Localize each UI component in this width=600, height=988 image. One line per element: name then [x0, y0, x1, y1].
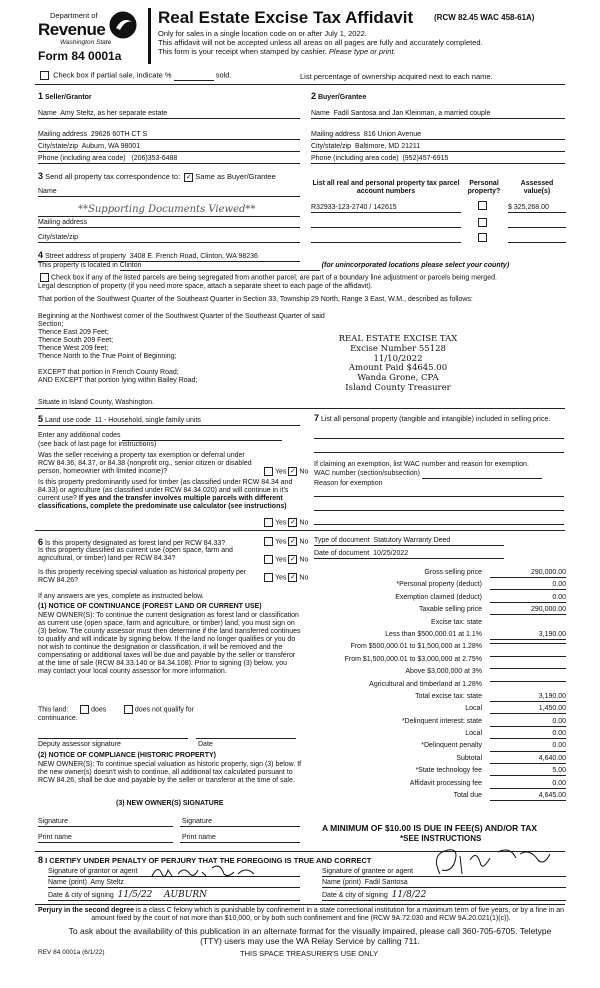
notice1-text: NEW OWNER(S): To continue the current designation as forest land or classification as current use (open space, farm and agriculture, or timber) land, you must sign on (3) below. The county assessor must then determine if the land transferred continues to qualify and will indicate by signing below. If the land no longer qualifies or you do not wish to continue the designation or classification, it will be removed and the compensating or additional taxes will be due and payable by the seller or transferor at the time of sale (RCW 84.33.140 or 84.34.108). Prior to signing (3) below, you may contact your local county assessor for more information. [38, 612, 301, 676]
tax-row [300, 741, 566, 753]
legal-label: Legal description of property (if you need more space, attach a separate sheet to each page of the affidavit). [38, 283, 373, 290]
tax-row [300, 766, 566, 778]
see-instructions: *SEE INSTRUCTIONS [400, 834, 482, 843]
does-checkbox[interactable] [80, 705, 89, 714]
tax-row-value[interactable]: 0.00 [490, 742, 566, 751]
grantor-date: 11/5/22 [117, 890, 153, 900]
deputy-date-label: Date [198, 741, 213, 748]
timber-yes-no: Yes ✓ No [262, 518, 308, 527]
tax-row-value[interactable]: 290,000.00 [490, 606, 566, 615]
tax-row [300, 779, 566, 791]
buyer-mail-value[interactable]: 816 Union Avenue [363, 131, 422, 138]
forest-q3-yes-no: Yes ✓ No [262, 573, 308, 582]
tax-row [300, 704, 566, 716]
if-yes: If any answers are yes, complete as instructed below. [38, 593, 204, 600]
buyer-mail-row: Mailing address 816 Union Avenue [311, 131, 565, 140]
parcel-col-header: List all real and personal property tax parcel account numbers [312, 180, 460, 196]
certify-title: 8 I CERTIFY UNDER PENALTY OF PERJURY THAT THE FOREGOING IS TRUE AND CORRECT [38, 855, 372, 865]
grantor-date-row: Date & city of signing 11/5/22 AUBURN [48, 890, 300, 901]
seller-mail-row: Mailing address 29626 60TH CT S [38, 131, 300, 140]
exemption-question: Was the seller receiving a property tax exemption or deferral under RCW 84.36, 84.37, or 84.38 (nonprofit org., senior citizen or disabled person, homeowner with limited income)? [38, 452, 252, 476]
tax-row-label: *Personal property (deduct) [396, 581, 482, 589]
personal-property-checkbox-1[interactable] [478, 201, 487, 210]
tax-row-value[interactable] [490, 656, 566, 657]
grantee-date-row: Date & city of signing 11/8/22 [322, 890, 566, 901]
parcel-number[interactable]: R32933-123-2740 / 142615 [311, 204, 397, 211]
doc-type-row: Type of document Statutory Warranty Deed [314, 537, 504, 546]
partial-sale-row: Check box if partial sale, indicate % sold. [38, 71, 232, 81]
forest-q3-no[interactable]: ✓ [289, 574, 296, 581]
ownership-note: List percentage of ownership acquired next to each name. [300, 72, 493, 81]
tax-row [300, 667, 566, 679]
tax-row-label: Affidavit processing fee [409, 779, 482, 787]
tax-row [300, 717, 566, 729]
tax-row-label: Excise tax: state [431, 618, 482, 626]
tax-row-value[interactable]: 0.00 [490, 594, 566, 603]
tax-row-label: Total due [453, 792, 482, 800]
personal-property-checkbox-2[interactable] [478, 218, 487, 227]
tax-row [300, 593, 566, 605]
personal-property-list: 7 List all personal property (tangible and intangible) included in selling price. [314, 413, 551, 423]
addl-codes: Enter any additional codes (see back of last page for instructions) [38, 432, 300, 449]
located-row: This property is located in Clinton (for unincorporated locations please select your county) [38, 262, 565, 271]
tax-row-value[interactable]: 1,450.00 [490, 705, 566, 714]
tax-row-value[interactable]: 4,645.00 [490, 792, 566, 801]
tax-row-label: Total excise tax: state [415, 692, 482, 700]
exemption-yes-checkbox[interactable] [264, 467, 273, 476]
header-note3: This form is your receipt when stamped by cashier. Please type or print. [158, 47, 396, 56]
tax-row-label: From $1,500,000.01 to $3,000,000 at 2.75% [344, 655, 482, 663]
timber-no-checkbox[interactable]: ✓ [289, 519, 296, 526]
correspondence-heading: 3 Send all property tax correspondence to: ✓ Same as Buyer/Grantee [38, 171, 276, 181]
grantee-sig-row: Signature of grantee or agent [322, 868, 566, 877]
legal-line: Beginning at the Northwest corner of the Southwest Quarter of the Southeast Quarter of said Section; [38, 313, 325, 329]
grantor-sig-row: Signature of grantor or agent [48, 868, 300, 877]
legal-line: EXCEPT that portion in French County Road; [38, 369, 179, 377]
tax-row-label: Above $3,000,000 at 3% [405, 668, 482, 676]
new-owner-sig-title: (3) NEW OWNER(S) SIGNATURE [116, 800, 224, 807]
header-note2: This affidavit will not be accepted unless all areas on all pages are fully and accurately completed. [158, 38, 483, 47]
tax-row-label: *Delinquent interest: state [401, 717, 482, 725]
minimum-fee: A MINIMUM OF $10.00 IS DUE IN FEE(S) AND/OR TAX [322, 823, 538, 833]
tax-row-value[interactable]: 3,190.00 [490, 693, 566, 702]
form-rcw: (RCW 82.45 WAC 458-61A) [434, 13, 535, 22]
dept-line3: Washington State [60, 39, 112, 46]
timber-question: Is this property predominantly used for timber (as classified under RCW 84.34 and 84.33) or agriculture (as classified under RCW 84.34.020) and will continue in it's current use? If yes and the transfer involves multiple parcels with different classifications, complete the predominate use calculator (see instructions) [38, 479, 293, 511]
legal-line: Thence East 209 Feet; [38, 329, 109, 337]
landuse-row: 5 Land use code 11 - Household, single family units [38, 414, 300, 426]
tax-row [300, 680, 566, 692]
forest-q2-yes[interactable] [264, 555, 273, 564]
street-value[interactable]: 3408 E. French Road, Clinton, WA 98236 [129, 253, 258, 260]
header-note1: Only for sales in a single location code on or after July 1, 2022. [158, 29, 367, 38]
dept-line2: Revenue [38, 20, 106, 39]
correspondence-name-row: Name [38, 188, 300, 197]
seller-heading: 1 Seller/Grantor [38, 91, 92, 101]
tax-row-label: Local [465, 730, 482, 738]
alt-format-note: To ask about the availability of this publication in an alternate format for the visually impaired, please call 360-705-6705. Teletype (TTY) users may use the WA Relay Service by calling 711. [68, 926, 552, 946]
tax-row [300, 791, 566, 803]
tax-row [300, 605, 566, 617]
seller-phone-value[interactable]: (206)353-6488 [131, 155, 178, 162]
exemption-yes-no: Yes ✓ No [262, 467, 308, 476]
perjury-note: Perjury in the second degree is a class C felony which is punishable by confinement in a state correctional institution for a maximum term of five years, or by a fine in an amount fixed by the court of not more than $10,000, or by both such confinement and fine (RCW 9A.72.030 and RCW 9A.20.021(1)(c)). [37, 907, 565, 923]
legal-line [38, 385, 328, 393]
grantor-city: AUBURN [164, 890, 207, 900]
tax-row [300, 568, 566, 580]
buyer-phone-value[interactable]: (952)457-6915 [402, 155, 449, 162]
deputy-label: Deputy assessor signature [38, 741, 121, 748]
tax-row [300, 642, 566, 654]
addl-codes-field[interactable] [122, 432, 282, 441]
partial-sale-checkbox[interactable] [40, 71, 49, 80]
tax-row-value[interactable]: 0.00 [490, 581, 566, 590]
doc-date-value[interactable]: 10/25/2022 [373, 550, 409, 557]
correspondence-mail-row: Mailing address [38, 219, 300, 228]
personal-property-checkbox-3[interactable] [478, 233, 487, 242]
wac-field[interactable] [422, 470, 542, 479]
buyer-name-value[interactable]: Fadil Santosa and Jan Kleinman, a married couple [333, 110, 491, 117]
continuance: continuance. [38, 715, 78, 722]
segregated-row: Check box if any of the listed parcels are being segregated from another parcel, are part of a boundary line adjustment or parcels being merged. [38, 273, 565, 282]
grantee-date: 11/8/22 [391, 890, 427, 900]
reason-row: Reason for exemption [314, 480, 383, 487]
legal-description [38, 313, 328, 408]
excise-stamp: REAL ESTATE EXCISE TAX Excise Number 55128 11/10/2022 Amount Paid $4645.00 Wanda Grone, CPA Island County Treasurer [338, 334, 458, 393]
grantee-name-row: Name (print) Fadil Santosa [322, 879, 566, 888]
tax-row-value[interactable]: 4,640.00 [490, 755, 566, 764]
assessed-value-1 [508, 204, 566, 213]
tax-row-value[interactable]: 0.00 [490, 730, 566, 739]
sig-label-1: Signature [38, 818, 68, 825]
legal-line: Thence South 209 Feet; [38, 337, 114, 345]
header-divider [148, 8, 151, 64]
notice1-title: (1) NOTICE OF CONTINUANCE (FOREST LAND OR CURRENT USE) [38, 603, 262, 610]
legal-line: Thence North to the True Point of Beginning; [38, 353, 177, 361]
forest-q3: Is this property receiving special valuation as historical property per RCW 84.26? [38, 569, 247, 585]
assessed-value[interactable]: $ 325,268.00 [508, 204, 549, 211]
tax-row-value[interactable]: 3,190.00 [490, 631, 566, 640]
located-value[interactable]: Clinton [120, 262, 320, 271]
tax-row-value[interactable]: 0.00 [490, 718, 566, 727]
partial-percent-field[interactable] [174, 71, 214, 81]
tax-row-label: Less than $500,000.01 at 1.1% [385, 630, 482, 638]
tax-row-label: Local [465, 705, 482, 713]
tax-row-label: *State technology fee [415, 767, 482, 775]
form-title: Real Estate Excise Tax Affidavit [158, 8, 414, 27]
tax-row-value[interactable]: 0.00 [490, 780, 566, 789]
forest-q2-yes-no: Yes ✓ No [262, 555, 308, 564]
seller-city-row: City/state/zip Auburn, WA 98001 [38, 143, 300, 152]
grantor-name[interactable]: Amy Steltz [90, 879, 124, 886]
legal-line: Thence West 209 feet; [38, 345, 109, 353]
tax-row [300, 630, 566, 642]
street-row: 4 Street address of property 3408 E. French Road, Clinton, WA 98236 [38, 250, 300, 262]
doc-date-row: Date of document 10/25/2022 [314, 550, 504, 559]
tax-row-value[interactable] [490, 681, 566, 682]
correspondence-city-row: City/state/zip [38, 234, 300, 243]
tax-row-label: From $500,000.01 to $1,500,000 at 1.28% [350, 643, 482, 651]
notice2-text: NEW OWNER(S): To continue special valuation as historic property, sign (3) below. If the new owner(s) doesn't wish to continue, all additional tax calculated pursuant to RCW 84.26, shall be due and payable by the seller or transferor at the time of sale. [38, 761, 302, 785]
forest-q1-yes[interactable] [264, 537, 273, 546]
forest-q1: 6 Is this property designated as forest land per RCW 84.33? [38, 537, 226, 547]
legal-line: Situate in Island County, Washington. [38, 399, 154, 407]
segregated-checkbox[interactable] [40, 273, 49, 282]
grantor-name-row: Name (print) Amy Steltz [48, 879, 300, 888]
forest-q2-no[interactable]: ✓ [289, 556, 296, 563]
notice2-title: (2) NOTICE OF COMPLIANCE (HISTORIC PROPERTY) [38, 752, 216, 759]
landuse-code[interactable]: 11 - Household, single family units [94, 417, 201, 424]
seller-name-row: Name Amy Steltz, as her separate estate [38, 110, 300, 119]
tax-row-label: Exemption claimed (deduct) [395, 593, 482, 601]
does-not-checkbox[interactable] [124, 705, 133, 714]
form-number: Form 84 0001a [38, 49, 122, 63]
tax-row-value[interactable] [490, 643, 566, 644]
forest-q3-yes[interactable] [264, 573, 273, 582]
tax-row-value[interactable]: 5.00 [490, 767, 566, 776]
tax-row-value[interactable] [490, 668, 566, 669]
buyer-name-row: Name Fadil Santosa and Jan Kleinman, a married couple [311, 110, 565, 119]
seller-city-value[interactable]: Auburn, WA 98001 [81, 143, 141, 150]
buyer-heading: 2 Buyer/Grantee [311, 91, 367, 101]
tax-row [300, 618, 566, 630]
treasurer-use: THIS SPACE TREASURER'S USE ONLY [240, 949, 379, 958]
print-label-2: Print name [182, 834, 216, 841]
revision: REV 84 0001a (6/1/22) [38, 949, 105, 956]
legal-main: That portion of the Southwest Quarter of the Southeast Quarter in Section 33, Township 29 North, Range 3 East, W.M., described as follows: [38, 296, 473, 303]
exemption-no-checkbox[interactable]: ✓ [289, 468, 296, 475]
this-land-row: This land: does does not qualify for [38, 706, 194, 714]
timber-yes-checkbox[interactable] [264, 518, 273, 527]
forest-q2: Is this property classified as current use (open space, farm and agricultural, or timber) land per RCW 84.34? [38, 547, 233, 563]
personal-col-header: Personal property? [467, 180, 501, 196]
buyer-city-row: City/state/zip Baltimore, MD 21211 [311, 143, 565, 152]
doc-type-value[interactable]: Statutory Warranty Deed [373, 537, 451, 544]
print-label-1: Print name [38, 834, 72, 841]
tax-row [300, 580, 566, 592]
tax-row-label: Agricultural and timberland at 1.28% [369, 680, 482, 688]
dor-swirl-icon [108, 10, 138, 40]
exemption-note: If claiming an exemption, list WAC number and reason for exemption. [314, 461, 529, 468]
dept-line1: Department of [50, 11, 98, 20]
same-as-buyer-checkbox[interactable]: ✓ [185, 173, 192, 181]
tax-row-label: Gross selling price [424, 569, 482, 576]
seller-mail-value[interactable]: 29626 60TH CT S [90, 131, 148, 138]
wac-row: WAC number (section/subsection) [314, 470, 564, 479]
tax-row-value[interactable]: 290,000.00 [490, 569, 566, 578]
tax-row-label: Taxable selling price [418, 606, 482, 614]
seller-name-value[interactable]: Amy Steltz, as her separate estate [60, 110, 168, 117]
buyer-phone-row: Phone (including area code) (952)457-6915 [311, 155, 565, 164]
parcel-row-1 [311, 204, 461, 213]
tax-row [300, 754, 566, 766]
grantee-signature [420, 844, 560, 878]
forest-q1-no[interactable]: ✓ [289, 538, 296, 545]
tax-row-label: *Delinquent penalty [421, 742, 482, 750]
tax-row [300, 655, 566, 667]
legal-line [38, 361, 328, 369]
seller-phone-row: Phone (including area code) (206)353-6488 [38, 155, 300, 164]
grantee-name[interactable]: Fadil Santosa [364, 879, 408, 886]
sig-label-2: Signature [182, 818, 212, 825]
tax-row [300, 692, 566, 704]
assessed-col-header: Assessed value(s) [520, 180, 554, 196]
tax-calculation-table [300, 568, 566, 803]
buyer-city-value[interactable]: Baltimore, MD 21211 [354, 143, 421, 150]
supporting-documents-viewed: **Supporting Documents Viewed** [78, 204, 256, 215]
tax-row [300, 729, 566, 741]
tax-row-label: Subtotal [456, 754, 482, 762]
forest-q1-yes-no: Yes ✓ No [262, 537, 308, 546]
legal-line: AND EXCEPT that portion lying within Bailey Road; [38, 377, 198, 385]
